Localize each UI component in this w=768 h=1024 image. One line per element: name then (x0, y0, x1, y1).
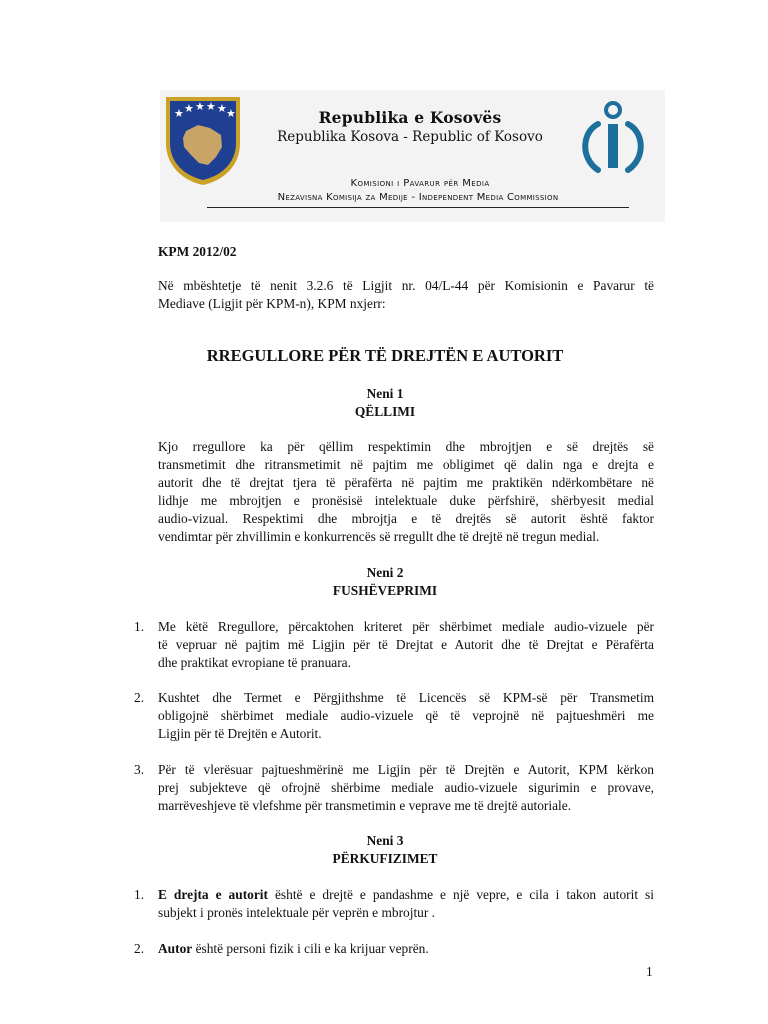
preamble-line: Mediave (Ligjit për KPM-n), KPM nxjerr: (158, 296, 386, 311)
letterhead-subtitle: Republika Kosova - Republic of Kosovo (277, 129, 543, 145)
commission-name-albanian: Komisioni i Pavarur për Media (350, 178, 490, 189)
list-item (158, 689, 654, 743)
paragraph-line: autorit dhe të drejtat tjera të përafërta në pajtim me praktikën ndërkombëtare në (158, 475, 654, 490)
list-item-line: Kushtet dhe Termet e Përgjithshme të Licencës së KPM-së për Transmetim (158, 690, 654, 705)
commission-name-serbian-english: Nezavisna Komisija za Medije - Independent Media Commission (277, 192, 559, 203)
list-item-number: 1. (134, 619, 145, 634)
imc-logo-icon (576, 100, 650, 180)
list-item-line: dhe praktikat evropiane të pranuara. (158, 655, 351, 670)
list-item-line: Ligjin për të Drejtën e Autorit. (158, 726, 322, 741)
svg-text:★: ★ (195, 100, 205, 113)
svg-text:★: ★ (174, 107, 184, 120)
page-number: 1 (646, 964, 653, 979)
article-1-heading: QËLLIMI (354, 404, 416, 419)
list-item (158, 618, 654, 672)
document-reference: KPM 2012/02 (158, 244, 237, 259)
paragraph-line: transmetimit dhe ritransmetimit në pajtim me obligimet që dalin nga e drejta e (158, 457, 654, 472)
paragraph-line: vendimtar për zhvillimin e konkurrencës së rregullt dhe të drejtë në tregun medial. (158, 529, 600, 544)
definition-line: subjekt i pronës intelektuale për veprën e mbrojtur . (158, 905, 436, 920)
list-item-number: 3. (134, 762, 145, 777)
definition-item (158, 940, 654, 958)
list-item-number: 2. (134, 690, 145, 705)
svg-text:★: ★ (184, 102, 194, 115)
preamble-line: Në mbështetje të nenit 3.2.6 të Ligjit nr. 04/L-44 për Komisionin e Pavarur të (158, 278, 654, 293)
article-2-heading: FUSHËVEPRIMI (332, 583, 438, 598)
letterhead-divider (207, 207, 629, 208)
article-1-number: Neni 1 (366, 386, 404, 401)
kosovo-coat-of-arms-icon (164, 95, 242, 187)
list-item-line: Për të vlerësuar pajtueshmërinë me Ligjin për të Drejtën e Autorit, KPM kërkon (158, 762, 654, 777)
list-item-line: prej subjekteve që ofrojnë shërbime mediale audio-vizuele sigurimin e provave, (158, 780, 654, 795)
preamble-paragraph (158, 277, 654, 313)
svg-text:★: ★ (226, 107, 236, 120)
list-item-line: të vepruar në pajtim më Ligjin për të Drejtat e Autorit dhe të Drejtat e Përafërta (158, 637, 654, 652)
definition-text: është e drejtë e pandashme e një vepre, e cila i takon autorit si (267, 887, 654, 902)
article-1-paragraph (158, 438, 654, 546)
article-3-heading: PËRKUFIZIMET (332, 851, 438, 866)
article-3-number: Neni 3 (366, 833, 404, 848)
list-item-line: Me këtë Rregullore, përcaktohen kriteret për shërbimet mediale audio-vizuele për (158, 619, 654, 634)
list-item-number: 2. (134, 941, 145, 956)
list-item (158, 761, 654, 815)
svg-text:★: ★ (206, 100, 216, 113)
list-item-line: obligojnë shërbimet mediale audio-vizuele që të veprojnë në pajtueshmëri me (158, 708, 654, 723)
defined-term: E drejta e autorit (158, 887, 268, 902)
letterhead-title: Republika e Kosovës (318, 108, 502, 127)
definition-text: është personi fizik i cili e ka krijuar veprën. (192, 941, 429, 956)
paragraph-line: lidhje me mbrojtjen e pronësisë intelektuale duke përfshirë, shërbyesit medial (158, 493, 654, 508)
paragraph-line: audio-vizual. Respektimi dhe mbrojtja e të drejtës së autorit është faktor (158, 511, 654, 526)
list-item-number: 1. (134, 887, 145, 902)
article-2-number: Neni 2 (366, 565, 404, 580)
definition-line (158, 886, 654, 904)
svg-text:★: ★ (217, 102, 227, 115)
definition-item (158, 886, 654, 922)
list-item-line: marrëveshjeve të vlefshme për transmetimin e veprave me të drejtë autoriale. (158, 798, 572, 813)
defined-term: Autor (158, 941, 193, 956)
regulation-title: RREGULLORE PËR TË DREJTËN E AUTORIT (206, 346, 564, 365)
paragraph-line: Kjo rregullore ka për qëllim respektimin dhe mbrojtjen e së drejtës së (158, 439, 654, 454)
